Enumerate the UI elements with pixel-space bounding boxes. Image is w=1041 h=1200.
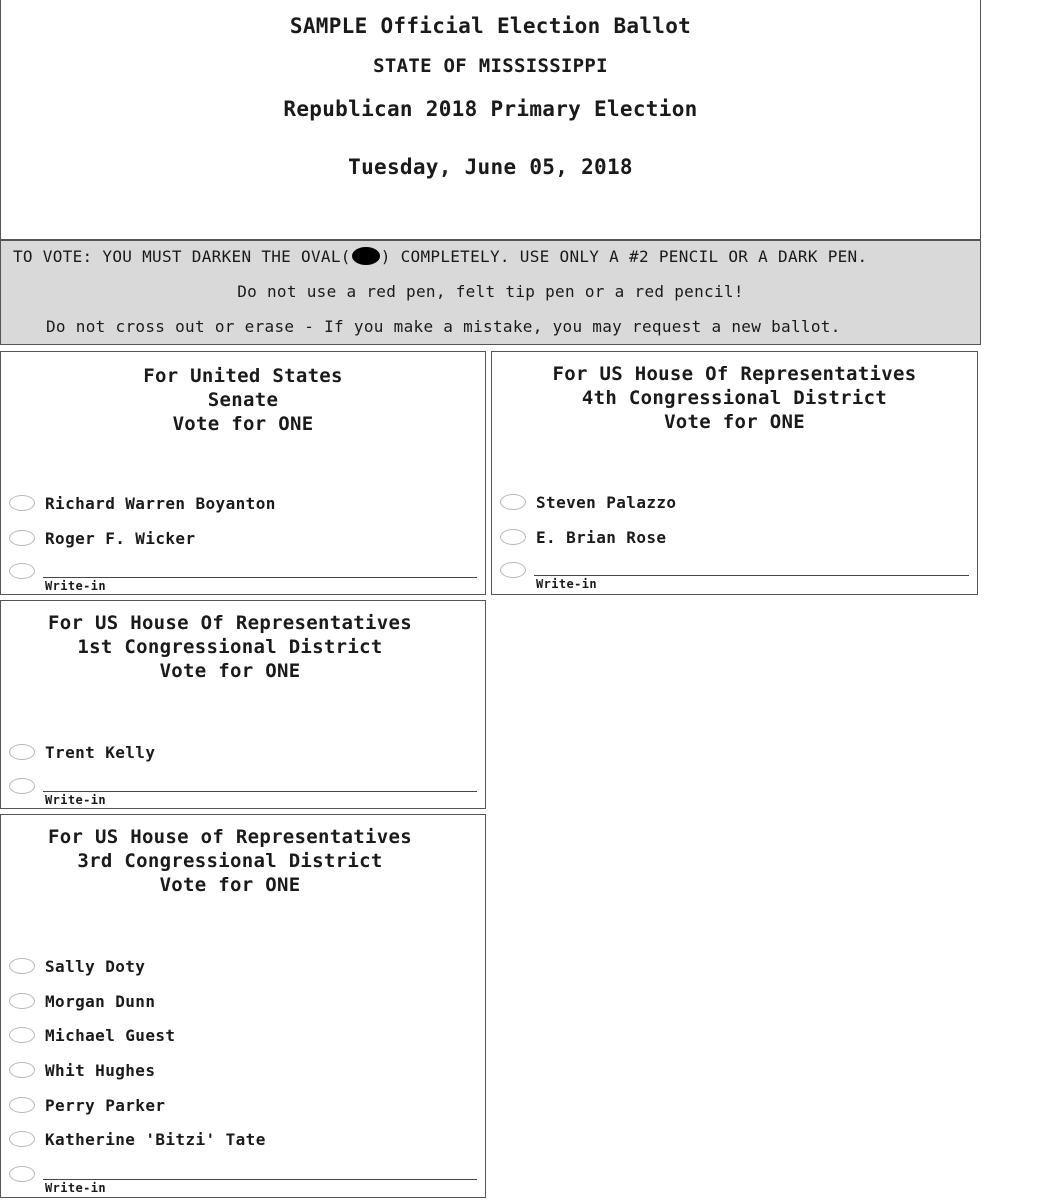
candidate-name: Perry Parker (45, 1095, 166, 1115)
contest-office: For US House Of Representatives (48, 612, 412, 634)
candidate-oval[interactable] (500, 529, 526, 545)
voting-instructions (0, 240, 981, 345)
contest-us-house-4th (491, 351, 978, 595)
instruction-line-1-end: ) COMPLETELY. USE ONLY A #2 PENCIL OR A DARK PEN. (380, 247, 868, 266)
contest-us-house-3rd (0, 814, 486, 1198)
contest-vote-for: Vote for ONE (664, 411, 805, 433)
candidate-row[interactable] (500, 491, 676, 513)
candidate-row[interactable] (9, 741, 155, 763)
candidate-name: Steven Palazzo (536, 492, 677, 512)
candidate-row[interactable] (9, 492, 276, 514)
candidate-name: Trent Kelly (45, 742, 156, 762)
contest-heading (492, 362, 977, 434)
candidate-oval[interactable] (9, 495, 35, 511)
candidate-oval[interactable] (9, 993, 35, 1009)
candidate-name: E. Brian Rose (536, 527, 667, 547)
contest-vote-for: Vote for ONE (159, 874, 301, 896)
contest-vote-for: Vote for ONE (172, 413, 314, 435)
candidate-oval[interactable] (9, 744, 35, 760)
instruction-line-3: Do not cross out or erase - If you make a mistake, you may request a new ballot. (46, 317, 841, 336)
write-in-label: Write-in (45, 1181, 106, 1195)
state-name: STATE OF MISSISSIPPI (373, 55, 608, 77)
contest-vote-for: Vote for ONE (159, 660, 301, 682)
contest-district: 1st Congressional District (77, 636, 383, 658)
contest-heading (0, 611, 473, 683)
write-in-field[interactable] (43, 791, 477, 792)
election-date: Tuesday, June 05, 2018 (348, 155, 633, 179)
instruction-line-2: Do not use a red pen, felt tip pen or a red pencil! (237, 282, 744, 301)
candidate-name: Sally Doty (45, 956, 146, 976)
candidate-name: Richard Warren Boyanton (45, 493, 276, 513)
write-in-field[interactable] (534, 575, 969, 576)
write-in-oval[interactable] (9, 1166, 35, 1182)
contest-district: 3rd Congressional District (77, 850, 383, 872)
candidate-row[interactable] (9, 1059, 155, 1081)
candidate-oval[interactable] (9, 1062, 35, 1078)
candidate-row[interactable] (500, 526, 666, 548)
instruction-line-1-start: TO VOTE: YOU MUST DARKEN THE OVAL( (13, 247, 351, 266)
candidate-oval[interactable] (9, 1131, 35, 1147)
ballot-title: SAMPLE Official Election Ballot (289, 14, 692, 38)
ballot-header (0, 0, 981, 240)
candidate-name: Morgan Dunn (45, 991, 156, 1011)
write-in-field[interactable] (43, 577, 477, 578)
contest-heading (1, 364, 485, 436)
candidate-row[interactable] (9, 955, 145, 977)
contest-office: For US House Of Representatives (552, 363, 917, 385)
candidate-row[interactable] (9, 1094, 165, 1116)
candidate-name: Michael Guest (45, 1025, 176, 1045)
write-in-oval[interactable] (500, 562, 526, 578)
contest-office: For United States (143, 365, 343, 387)
candidate-oval[interactable] (9, 530, 35, 546)
contest-heading (0, 825, 473, 897)
filled-oval-icon (352, 247, 380, 265)
candidate-row[interactable] (9, 527, 196, 549)
contest-us-senate (0, 351, 486, 595)
contest-district: Senate (207, 389, 279, 411)
write-in-label: Write-in (45, 579, 106, 593)
candidate-name: Roger F. Wicker (45, 528, 196, 548)
write-in-label: Write-in (45, 793, 106, 807)
contest-office: For US House of Representatives (48, 826, 412, 848)
candidate-name: Katherine 'Bitzi' Tate (45, 1129, 266, 1149)
write-in-oval[interactable] (9, 563, 35, 579)
contest-us-house-1st (0, 600, 486, 809)
candidate-oval[interactable] (9, 1097, 35, 1113)
write-in-field[interactable] (43, 1179, 477, 1180)
instruction-line-1 (13, 247, 867, 266)
candidate-oval[interactable] (9, 958, 35, 974)
candidate-oval[interactable] (9, 1027, 35, 1043)
candidate-row[interactable] (9, 1128, 266, 1150)
candidate-name: Whit Hughes (45, 1060, 156, 1080)
contest-district: 4th Congressional District (581, 387, 888, 409)
write-in-oval[interactable] (9, 778, 35, 794)
candidate-row[interactable] (9, 990, 155, 1012)
candidate-row[interactable] (9, 1024, 175, 1046)
election-name: Republican 2018 Primary Election (283, 97, 698, 121)
write-in-label: Write-in (536, 577, 597, 591)
candidate-oval[interactable] (500, 494, 526, 510)
